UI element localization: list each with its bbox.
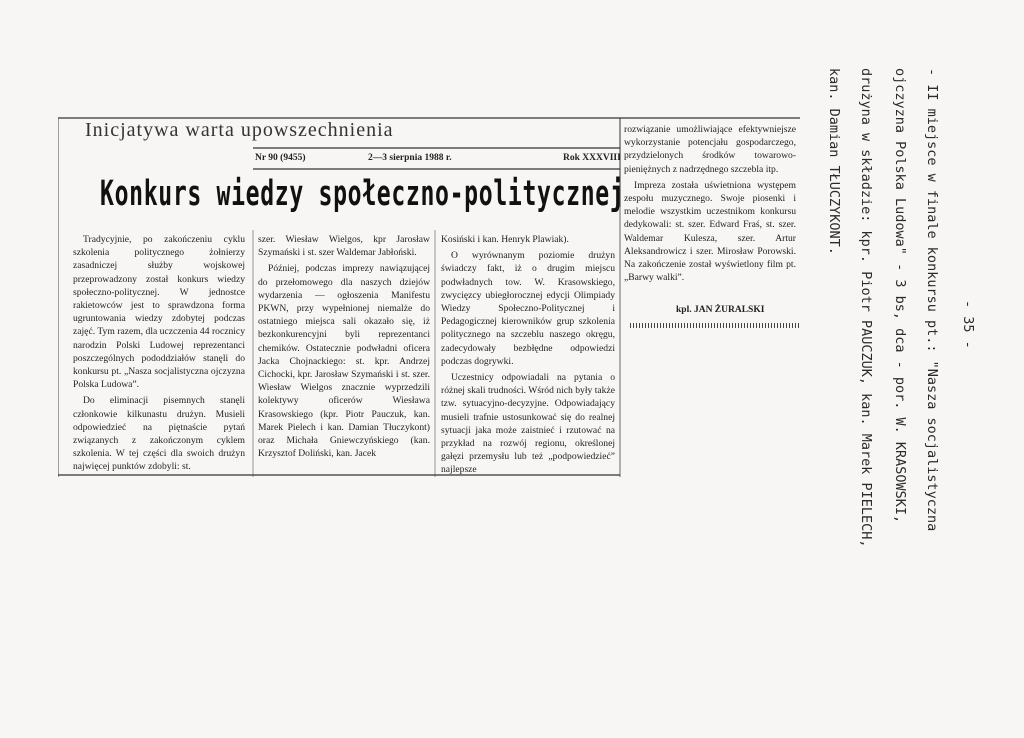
issue-date: 2—3 sierpnia 1988 r. — [368, 153, 452, 163]
page-number: - 35 - — [960, 300, 976, 349]
article-column-3 — [441, 233, 615, 477]
article-title: Konkurs wiedzy społeczno-politycznej — [100, 174, 625, 214]
masthead — [253, 151, 621, 167]
column-3-paragraph-3: Uczestnicy odpowiadali na pytania o różnej skali trudności. Wśród nich były także tzw. sytuacyjno-decyzyjne. Odpowiadający musieli trafnie ustosunkować się do realnej sytuacji jaka może zaistnieć i rzutować na przykład na rozwój regionu, określonej gałęzi przemysłu lub też „podpowiedzieć” najlepsze — [441, 372, 615, 476]
typed-line-4: kan. Damian TŁUCZYKONT. — [826, 68, 842, 255]
newspaper-clipping — [58, 117, 800, 479]
typed-line-3: drużyna w składzie: kpr. Piotr PAUCZUK, kan. Marek PIELECH, — [858, 68, 874, 548]
issue-number: Nr 90 (9455) — [255, 153, 306, 163]
column-3-paragraph-2: O wyrównanym poziomie drużyn świadczy fakt, iż o drugim miejscu podwładnych tow. W. Krasowskiego, zwycięzcy ubiegłorocznej edycji Olimpiady Wiedzy Społeczno-Politycznej i Pedagogicznej kierowników grup szkolenia politycznego na szczeblu naszego okręgu, zadecydowały bezbłędne odpowiedzi podczas dogrywki. — [441, 250, 615, 367]
column-1-paragraph-1: Tradycyjnie, po zakończeniu cyklu szkolenia politycznego żołnierzy zasadniczej służby wojskowej przeprowadzony został konkurs wiedzy społeczno-politycznej. W jednostce rakietowców jest to sprawdzona forma ugruntowania wiedzy zdobytej podczas zajęć. Tym razem, dla uczczenia 44 rocznicy narodzin Polski Ludowej reprezentanci poszczególnych pododdziałów stanęli do konkursu pt. „Nasza socjalistyczna ojczyzna Polska Ludowa”. — [73, 234, 245, 391]
column-4-paragraph-1: rozwiązanie umożliwiające efektywniejsze wykorzystanie potencjału gospodarczego, przydzielonych środków towarowo-pieniężnych z nadrzędnego szczebla itp. — [624, 124, 796, 175]
author-signature: kpl. JAN ŻURALSKI — [676, 305, 765, 315]
typed-line-2: ojczyzna Polska Ludowa" - 3 bs, dca - por. W. KRASOWSKI, — [892, 68, 908, 524]
column-4-paragraph-2: Impreza została uświetniona występem zespołu muzycznego. Swoje piosenki i melodie wszystkim uczestnikom konkursu dedykowali: st. szer. Edward Fraś, st. szer. Waldemar Kulesza, szer. Artur Aleksandrowicz i szer. Mirosław Porowski. Na zakończenie został wyświetlony film pt. „Barwy walki”. — [624, 179, 796, 284]
issue-year: Rok XXXVIII — [563, 153, 621, 163]
article-column-2 — [258, 233, 430, 460]
column-3-paragraph-1: Kosiński i kan. Henryk Plawiak). — [441, 234, 569, 245]
article-column-4 — [624, 123, 796, 284]
column-1-paragraph-2: Do eliminacji pisemnych stanęli członkowie kilkunastu drużyn. Musieli odpowiedzieć na piętnaście pytań związanych z zakończonym cyklem szkolenia. W tej części dla swoich drużyn najwięcej punktów zdobyli: st. — [73, 395, 245, 473]
column-2-paragraph-1: szer. Wiesław Wielgos, kpr Jarosław Szymański i st. szer Waldemar Jabłoński. — [258, 234, 430, 259]
clipping-headline: Inicjatywa warta upowszechnienia — [85, 119, 394, 141]
article-column-1 — [73, 233, 245, 474]
typed-line-1: - II miejsce w finale konkursu pt.: "Nasza socjalistyczna — [924, 68, 940, 532]
end-rule — [630, 323, 800, 328]
column-2-paragraph-2: Później, podczas imprezy nawiązującej do przełomowego dla naszych dziejów wydarzenia — ogłoszenia Manifestu PKWN, przy wypełnionej niemalże do ostatniego miejsca sali okazało się, iż bezkonkurencyjni byli reprezentanci chemików. Ostatecznie podwładni oficera Jacka Chojnackiego: st. kpr. Andrzej Cichocki, kpr. Jarosław Szymański i st. szer. Wiesław Wielgos znacznie wyprzedzili kolektywy oficerów Wiesława Krasowskiego (kpr. Piotr Pauczuk, kan. Marek Pielech i kan. Damian Tłuczykont) oraz Michała Gniewczyńskiego (kan. Krzysztof Doliński, kan. Jacek — [258, 263, 430, 460]
